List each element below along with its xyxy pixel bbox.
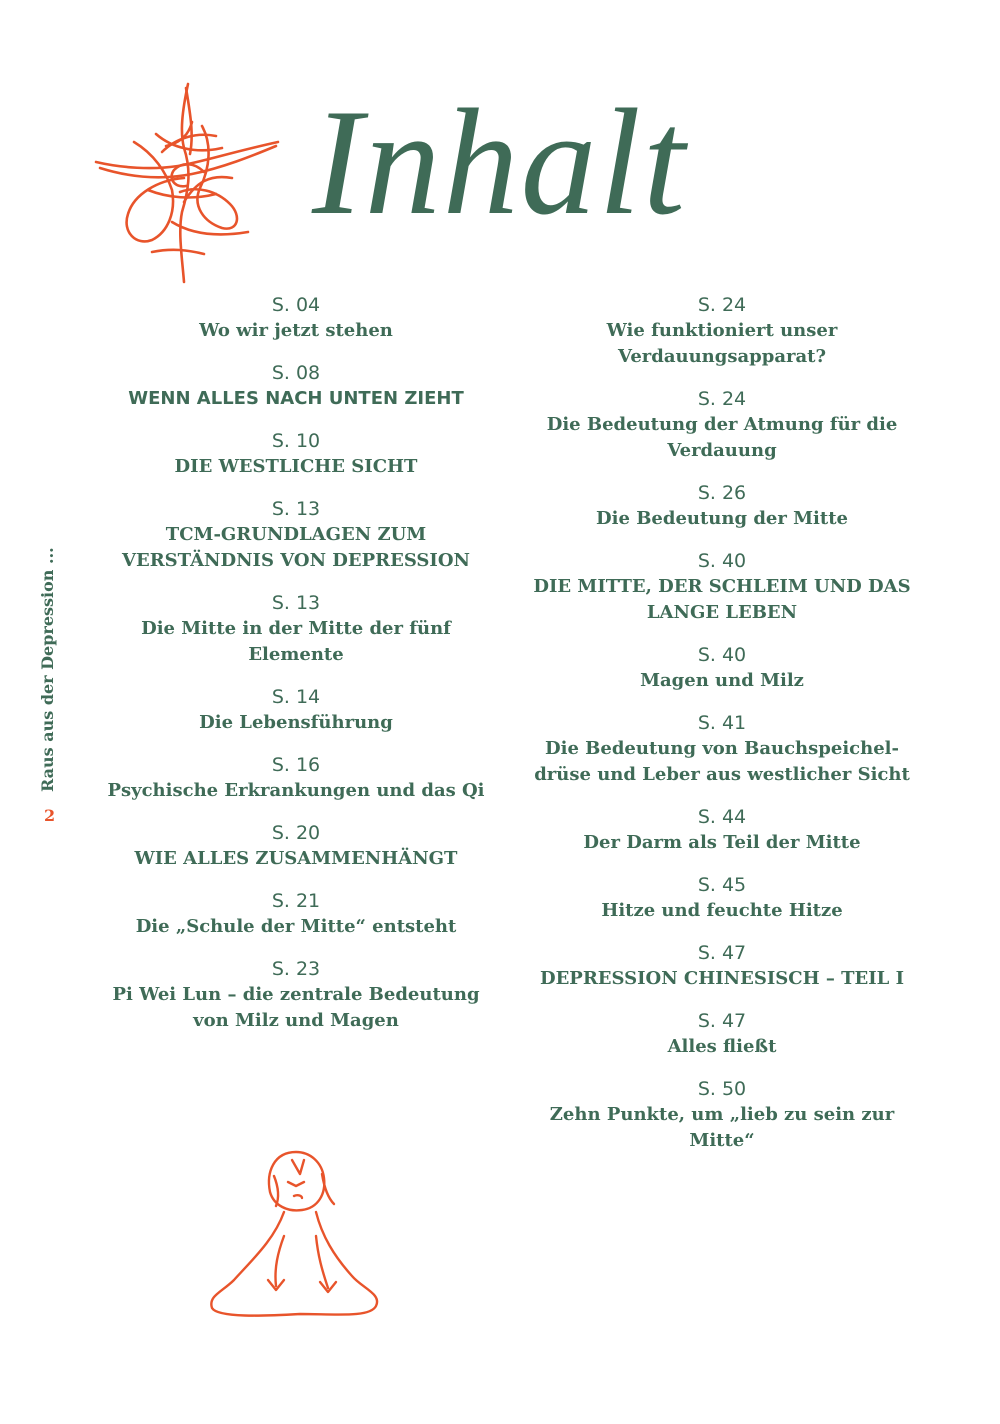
toc-page-ref: S. 10 <box>271 430 321 452</box>
toc-entry-title: Die Bedeutung der Mitte <box>596 508 848 529</box>
toc-page-ref: S. 44 <box>697 806 747 828</box>
toc-column-left <box>98 292 494 1050</box>
toc-entry-title-line: von Milz und Magen <box>193 1010 399 1031</box>
toc-entry[interactable] <box>522 548 922 626</box>
toc-entry-title: DEPRESSION CHINESISCH – TEIL I <box>539 968 905 989</box>
toc-entry-title-line: TCM-GRUNDLAGEN ZUM <box>165 524 427 545</box>
toc-entry-title: Magen und Milz <box>640 670 804 691</box>
toc-entry-title-line: drüse und Leber aus westlicher Sicht <box>534 764 910 785</box>
toc-entry-title: Psychische Erkrankungen und das Qi <box>107 780 485 801</box>
toc-page-ref: S. 50 <box>697 1078 747 1100</box>
toc-page-ref: S. 47 <box>697 1010 747 1032</box>
toc-page-ref: S. 04 <box>271 294 321 316</box>
toc-entry-title: Die Lebensführung <box>199 712 393 733</box>
toc-page-ref: S. 47 <box>697 942 747 964</box>
toc-entry-title-line: Elemente <box>248 644 344 665</box>
toc-entry-title: Alles fließt <box>667 1036 777 1057</box>
toc-page-ref: S. 41 <box>697 712 747 734</box>
toc-entry-title: WIE ALLES ZUSAMMENHÄNGT <box>134 848 458 869</box>
toc-entry[interactable] <box>98 888 494 940</box>
toc-entry-title-line: Pi Wei Lun – die zentrale Bedeutung <box>112 984 480 1005</box>
toc-entry[interactable] <box>522 292 922 370</box>
toc-entry-title: Die „Schule der Mitte“ entsteht <box>135 916 457 937</box>
star-scribble-illustration <box>92 82 284 284</box>
toc-entry-title-line: LANGE LEBEN <box>646 602 798 623</box>
toc-entry[interactable] <box>522 480 922 532</box>
toc-entry-title-line: Verdauungsapparat? <box>618 346 826 367</box>
toc-entry[interactable] <box>522 804 922 856</box>
toc-entry[interactable] <box>98 820 494 872</box>
toc-page-ref: S. 13 <box>271 498 321 520</box>
toc-page-ref: S. 16 <box>271 754 321 776</box>
toc-entry[interactable] <box>522 940 922 992</box>
toc-page-ref: S. 21 <box>271 890 321 912</box>
toc-entry-title-line: Wie funktioniert unser <box>606 320 838 341</box>
toc-page-ref: S. 13 <box>271 592 321 614</box>
seated-figure-illustration <box>204 1140 384 1320</box>
toc-entry[interactable] <box>98 428 494 480</box>
toc-page-ref: S. 20 <box>271 822 321 844</box>
toc-entry[interactable] <box>98 590 494 668</box>
toc-page-ref: S. 45 <box>697 874 747 896</box>
toc-entry[interactable] <box>98 956 494 1034</box>
toc-entry-title: Wo wir jetzt stehen <box>199 320 393 341</box>
toc-page-ref: S. 40 <box>697 644 747 666</box>
toc-entry-title: Hitze und feuchte Hitze <box>601 900 843 921</box>
toc-entry-title-line: Mitte“ <box>689 1130 755 1151</box>
toc-entry[interactable] <box>98 360 494 412</box>
page-title: Inhalt <box>312 78 688 246</box>
toc-page-ref: S. 40 <box>697 550 747 572</box>
toc-entry[interactable] <box>522 872 922 924</box>
toc-entry-title-line: Die Bedeutung der Atmung für die <box>546 414 898 435</box>
toc-entry-title: DIE WESTLICHE SICHT <box>174 456 418 477</box>
toc-entry-title: Der Darm als Teil der Mitte <box>583 832 861 853</box>
toc-entry-title-line: Verdauung <box>667 440 777 461</box>
toc-page-ref: S. 08 <box>271 362 321 384</box>
toc-page-ref: S. 14 <box>271 686 321 708</box>
toc-entry-title-line: Zehn Punkte, um „lieb zu sein zur <box>549 1104 895 1125</box>
toc-entry[interactable] <box>522 1008 922 1060</box>
toc-entry-title-line: DIE MITTE, DER SCHLEIM UND DAS <box>533 576 911 597</box>
toc-column-right <box>522 292 922 1170</box>
toc-entry[interactable] <box>522 386 922 464</box>
toc-page-ref: S. 24 <box>697 294 747 316</box>
toc-entry-title-line: Die Mitte in der Mitte der fünf <box>141 618 451 639</box>
toc-entry-title-line: Die Bedeutung von Bauchspeichel- <box>545 738 899 759</box>
toc-page-ref: S. 23 <box>271 958 321 980</box>
toc-entry[interactable] <box>98 684 494 736</box>
running-head: Raus aus der Depression ... <box>38 547 57 792</box>
toc-entry[interactable] <box>522 1076 922 1154</box>
page-number: 2 <box>44 806 56 825</box>
toc-page-ref: S. 26 <box>697 482 747 504</box>
toc-entry[interactable] <box>98 752 494 804</box>
toc-entry-title: WENN ALLES NACH UNTEN ZIEHT <box>128 388 464 409</box>
toc-entry[interactable] <box>522 710 922 788</box>
toc-entry-title-line: VERSTÄNDNIS VON DEPRESSION <box>122 550 470 571</box>
toc-entry[interactable] <box>522 642 922 694</box>
toc-entry[interactable] <box>98 496 494 574</box>
toc-entry[interactable] <box>98 292 494 344</box>
toc-page-ref: S. 24 <box>697 388 747 410</box>
